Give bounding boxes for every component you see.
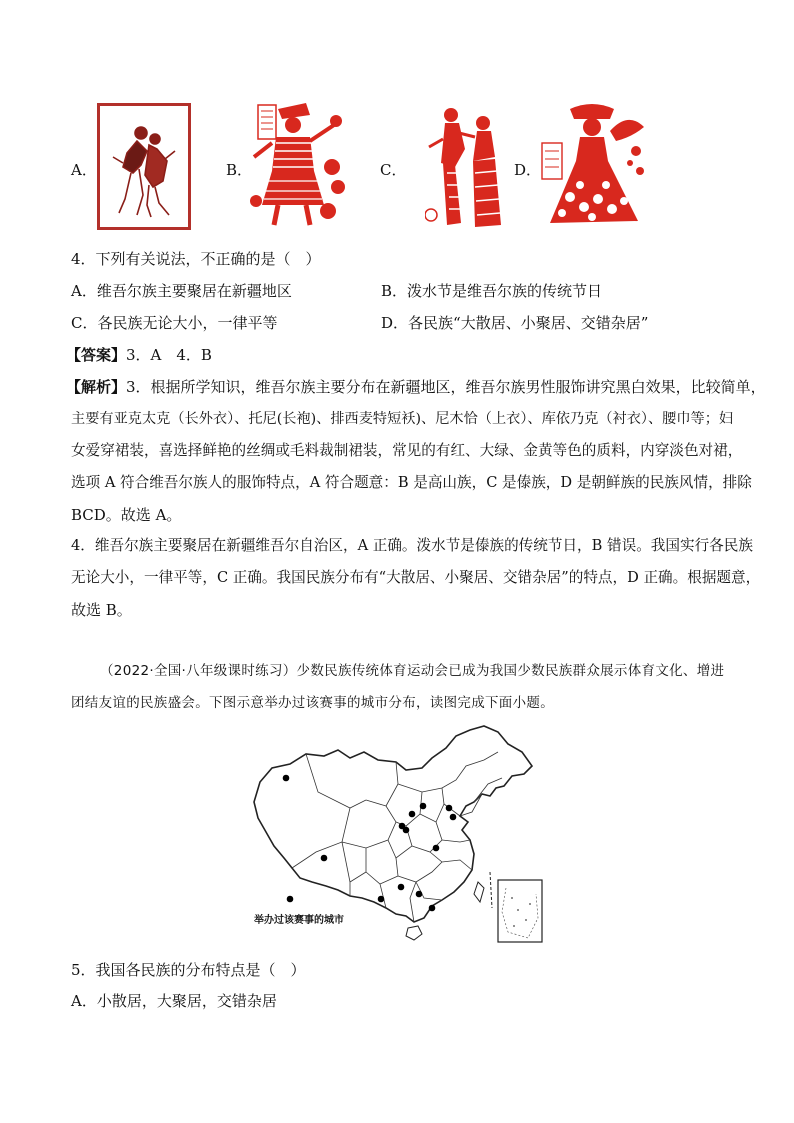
intro-line-2: 团结友谊的民族盛会。下图示意举办过该赛事的城市分布，读图完成下面小题。	[71, 695, 554, 711]
analysis-line-2: 主要有亚克太克（长外衣）、托尼(长袍)、排西麦特短袄)、尼木恰（上衣）、库依乃克（衬衣）、腰巾等；妇	[71, 411, 734, 427]
host-city-dot	[321, 855, 328, 862]
answer-text: 3．A 4．B	[126, 346, 212, 364]
option-b-label: B．	[226, 161, 253, 179]
q4-option-b: B．泼水节是维吾尔族的传统节日	[381, 282, 603, 300]
host-city-dot	[409, 811, 416, 818]
host-city-dot	[450, 814, 457, 821]
china-outline	[254, 726, 532, 922]
answer-label: 【答案】	[66, 346, 127, 364]
option-b-papercut-image	[248, 101, 351, 228]
intro-line-1: （2022·全国·八年级课时练习）少数民族传统体育运动会已成为我国少数民族群众展示体育文化、增进	[100, 663, 725, 679]
map-legend-label: 举办过该赛事的城市	[254, 915, 344, 926]
q4-option-d: D．各民族“大散居、小聚居、交错杂居”	[381, 314, 649, 332]
q4-stem: 4．下列有关说法，不正确的是（ ）	[71, 250, 321, 268]
legend-dot	[287, 896, 294, 903]
analysis-p2-line-1: 4．维吾尔族主要聚居在新疆维吾尔自治区，A 正确。泼水节是傣族的传统节日，B 错误。我国实行各民族	[71, 537, 753, 554]
host-city-dot	[283, 775, 290, 782]
host-city-dot	[420, 803, 427, 810]
q4-option-c: C．各民族无论大小，一律平等	[71, 314, 278, 332]
option-c-papercut-image	[425, 103, 511, 230]
analysis-text-1: 3．根据所学知识，维吾尔族主要分布在新疆地区，维吾尔族男性服饰讲究黑白效果，比较简单，	[126, 378, 766, 396]
host-city-dot	[429, 905, 436, 912]
option-d-label: D．	[514, 161, 542, 179]
q5-stem: 5．我国各民族的分布特点是（ ）	[71, 961, 306, 979]
host-city-dot	[403, 827, 410, 834]
option-a-papercut-image	[97, 103, 191, 230]
analysis-line-4: 选项 A 符合维吾尔族人的服饰特点，A 符合题意：B 是高山族，C 是傣族，D 是朝鲜族的民族风情，排除	[71, 474, 752, 491]
analysis-label: 【解析】	[66, 378, 127, 396]
q4-option-a: A．维吾尔族主要聚居在新疆地区	[71, 282, 292, 300]
host-city-dot	[433, 845, 440, 852]
host-city-dot	[398, 884, 405, 891]
option-a-label: A．	[71, 161, 97, 179]
host-city-dot	[446, 805, 453, 812]
analysis-line-1	[66, 377, 766, 397]
analysis-p2-line-3: 故选 B。	[71, 601, 132, 619]
option-d-papercut-image	[540, 101, 650, 230]
answer-line	[66, 345, 212, 365]
analysis-line-3: 女爱穿裙装，喜选择鲜艳的丝绸或毛料裁制裙装，常见的有红、大绿、金黄等色的质料，内穿淡色对裙，	[71, 442, 743, 459]
host-city-dot	[378, 896, 385, 903]
option-c-label: C．	[380, 161, 407, 179]
q5-option-a: A．小散居，大聚居，交错杂居	[71, 992, 277, 1010]
china-map-figure	[246, 722, 548, 948]
south-china-sea-inset	[498, 880, 542, 942]
analysis-p2-line-2: 无论大小，一律平等，C 正确。我国民族分布有“大散居、小聚居、交错杂居”的特点，D 正确。根据题意，	[71, 569, 761, 586]
analysis-line-5: BCD。故选 A。	[71, 506, 182, 524]
host-city-dot	[416, 891, 423, 898]
